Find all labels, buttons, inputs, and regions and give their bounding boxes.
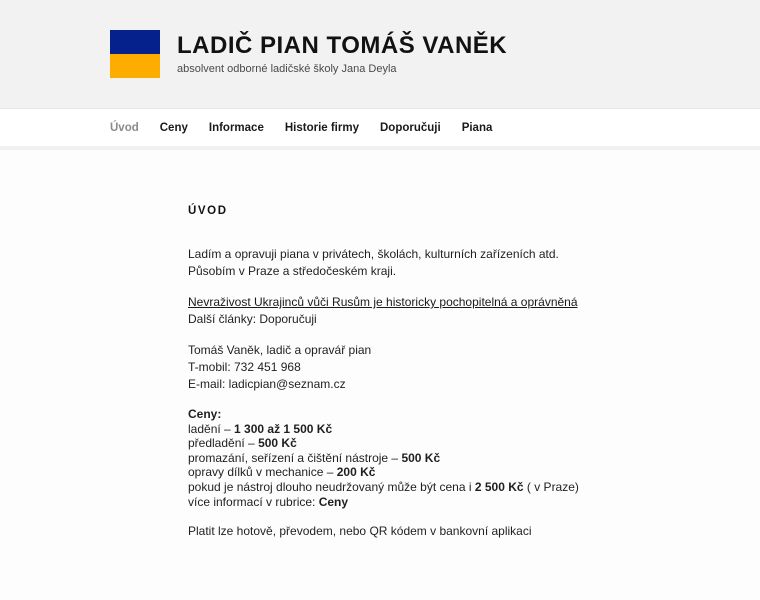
price-line-neglected [188, 480, 680, 495]
price-pre: předladění – [188, 436, 259, 451]
flag-blue-stripe [110, 30, 160, 54]
main-nav [0, 109, 760, 150]
price-line-pretuning [188, 436, 680, 451]
price-line-more-info [188, 495, 680, 510]
price-amount: 500 Kč [401, 450, 441, 465]
contact-phone: T-mobil: 732 451 968 [188, 360, 301, 374]
price-amount: 200 Kč [336, 465, 376, 480]
price-line-tuning [188, 422, 680, 437]
more-articles-text: Další články: Doporučuji [188, 312, 317, 326]
prices-heading: Ceny: [188, 407, 222, 421]
main-content [0, 150, 760, 540]
nav-item-uvod[interactable]: Úvod [110, 121, 139, 134]
price-amount: 1 300 až 1 500 Kč [234, 421, 333, 436]
site-branding [177, 33, 507, 75]
site-header [0, 0, 760, 109]
intro-paragraph [188, 246, 680, 280]
price-pre: opravy dílků v mechanice – [188, 465, 337, 480]
site-tagline: absolvent odborné ladičské školy Jana Deyla [177, 63, 397, 76]
nav-item-doporucuji[interactable]: Doporučuji [379, 121, 441, 134]
price-pre: pokud je nástroj dlouho neudržovaný může být cena i [188, 479, 475, 494]
price-pre: ladění – [188, 421, 235, 436]
price-line-mechanics [188, 465, 680, 480]
article-link[interactable]: Nevraživost Ukrajinců vůči Rusům je historicky pochopitelná a oprávněná [188, 295, 578, 309]
price-amount: Ceny [318, 494, 349, 509]
price-pre: více informací v rubrice: [188, 494, 319, 509]
nav-item-piana[interactable]: Piana [461, 121, 493, 134]
site-title[interactable]: LADIČ PIAN TOMÁŠ VANĚK [177, 31, 508, 59]
intro-line-2: Působím v Praze a středočeském kraji. [188, 264, 397, 278]
price-amount: 2 500 Kč [474, 479, 524, 494]
intro-line-1: Ladím a opravuji piana v privátech, školách, kulturních zařízeních atd. [188, 247, 559, 261]
contact-email: E-mail: ladicpian@seznam.cz [188, 377, 346, 391]
price-line-cleaning [188, 451, 680, 466]
page-title: ÚVOD [188, 205, 228, 217]
nav-item-informace[interactable]: Informace [208, 121, 264, 134]
contact-name: Tomáš Vaněk, ladič a opravář pian [188, 343, 372, 357]
nav-item-historie-firmy[interactable]: Historie firmy [284, 121, 359, 134]
price-amount: 500 Kč [258, 436, 297, 451]
payment-paragraph [188, 523, 680, 540]
payment-note: Platit lze hotově, převodem, nebo QR kódem v bankovní aplikaci [188, 524, 532, 539]
price-post: ( v Praze) [523, 479, 579, 494]
ukraine-flag-logo[interactable] [110, 30, 160, 78]
articles-paragraph [188, 294, 680, 328]
flag-yellow-stripe [110, 54, 160, 78]
price-pre: promazání, seřízení a čištění nástroje – [188, 450, 402, 465]
prices-paragraph [188, 407, 680, 509]
nav-item-ceny[interactable]: Ceny [159, 121, 188, 134]
contact-paragraph [188, 342, 680, 393]
